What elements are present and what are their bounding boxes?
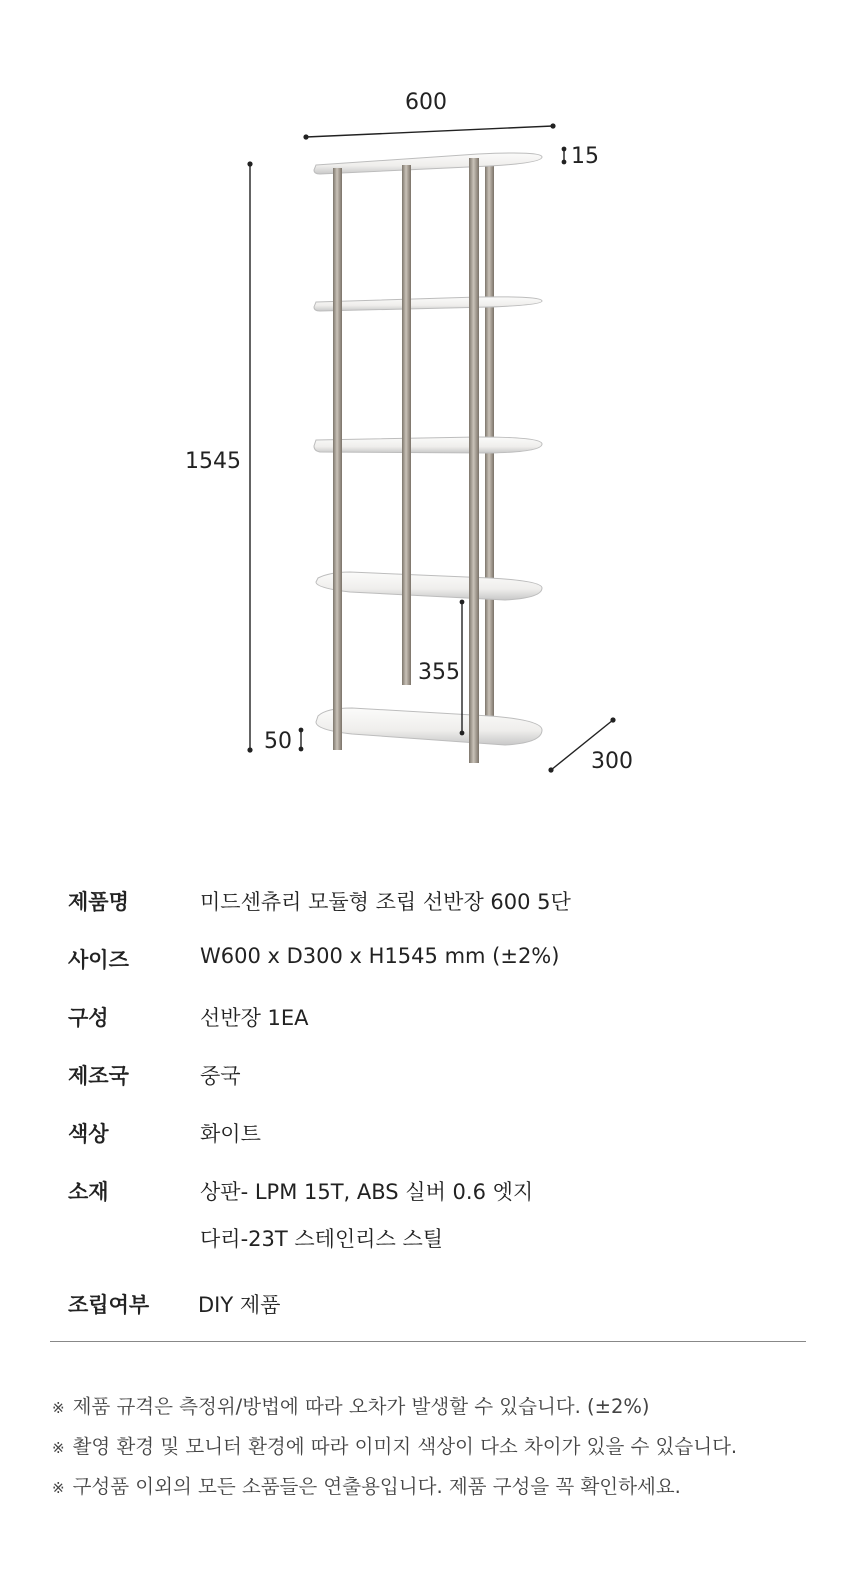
spec-label: 구성 xyxy=(68,1006,109,1030)
spec-label: 소재 xyxy=(68,1180,109,1204)
depth-dimension xyxy=(548,717,633,774)
spec-value: W600 x D300 x H1545 mm (±2%) xyxy=(200,944,560,968)
height-dimension xyxy=(185,161,253,752)
shelf-2 xyxy=(314,297,542,311)
spec-label: 색상 xyxy=(68,1122,109,1146)
thickness-dimension xyxy=(562,144,599,169)
width-dimension xyxy=(303,90,555,140)
shelf-illustration xyxy=(314,153,542,745)
note-mark: ※ xyxy=(52,1439,65,1457)
shelf-5 xyxy=(316,708,542,745)
spec-value: 화이트 xyxy=(200,1122,261,1146)
height-label: 1545 xyxy=(185,449,241,474)
note-line xyxy=(52,1471,681,1499)
spec-value: DIY 제품 xyxy=(198,1293,281,1317)
leg-label: 50 xyxy=(264,729,292,754)
depth-label: 300 xyxy=(591,749,633,774)
note-text: 촬영 환경 및 모니터 환경에 따라 이미지 색상이 다소 차이가 있을 수 있습니다. xyxy=(72,1435,738,1458)
spec-value: 선반장 1EA xyxy=(200,1006,309,1030)
width-label: 600 xyxy=(405,90,447,115)
spec-label: 사이즈 xyxy=(68,948,129,972)
spec-label: 조립여부 xyxy=(68,1293,150,1317)
note-text: 구성품 이외의 모든 소품들은 연출용입니다. 제품 구성을 꼭 확인하세요. xyxy=(72,1475,681,1498)
shelf-gap-label: 355 xyxy=(418,660,460,685)
note-mark: ※ xyxy=(52,1399,65,1417)
spec-label: 제품명 xyxy=(68,890,129,914)
spec-value: 미드센츄리 모듈형 조립 선반장 600 5단 xyxy=(200,890,571,914)
thickness-label: 15 xyxy=(571,144,599,169)
note-line xyxy=(52,1431,737,1459)
spec-value-line2: 다리-23T 스테인리스 스틸 xyxy=(200,1227,444,1251)
spec-label: 제조국 xyxy=(68,1064,129,1088)
shelf-3 xyxy=(314,437,542,453)
note-mark: ※ xyxy=(52,1479,65,1497)
shelf-4 xyxy=(316,572,542,600)
spec-value: 중국 xyxy=(200,1064,241,1088)
shelf-1 xyxy=(314,153,542,174)
note-text: 제품 규격은 측정위/방법에 따라 오차가 발생할 수 있습니다. (±2%) xyxy=(72,1395,650,1418)
spec-value: 상판- LPM 15T, ABS 실버 0.6 엣지 xyxy=(200,1180,534,1204)
divider xyxy=(50,1341,806,1342)
leg-dimension xyxy=(264,728,303,754)
note-line xyxy=(52,1391,650,1419)
